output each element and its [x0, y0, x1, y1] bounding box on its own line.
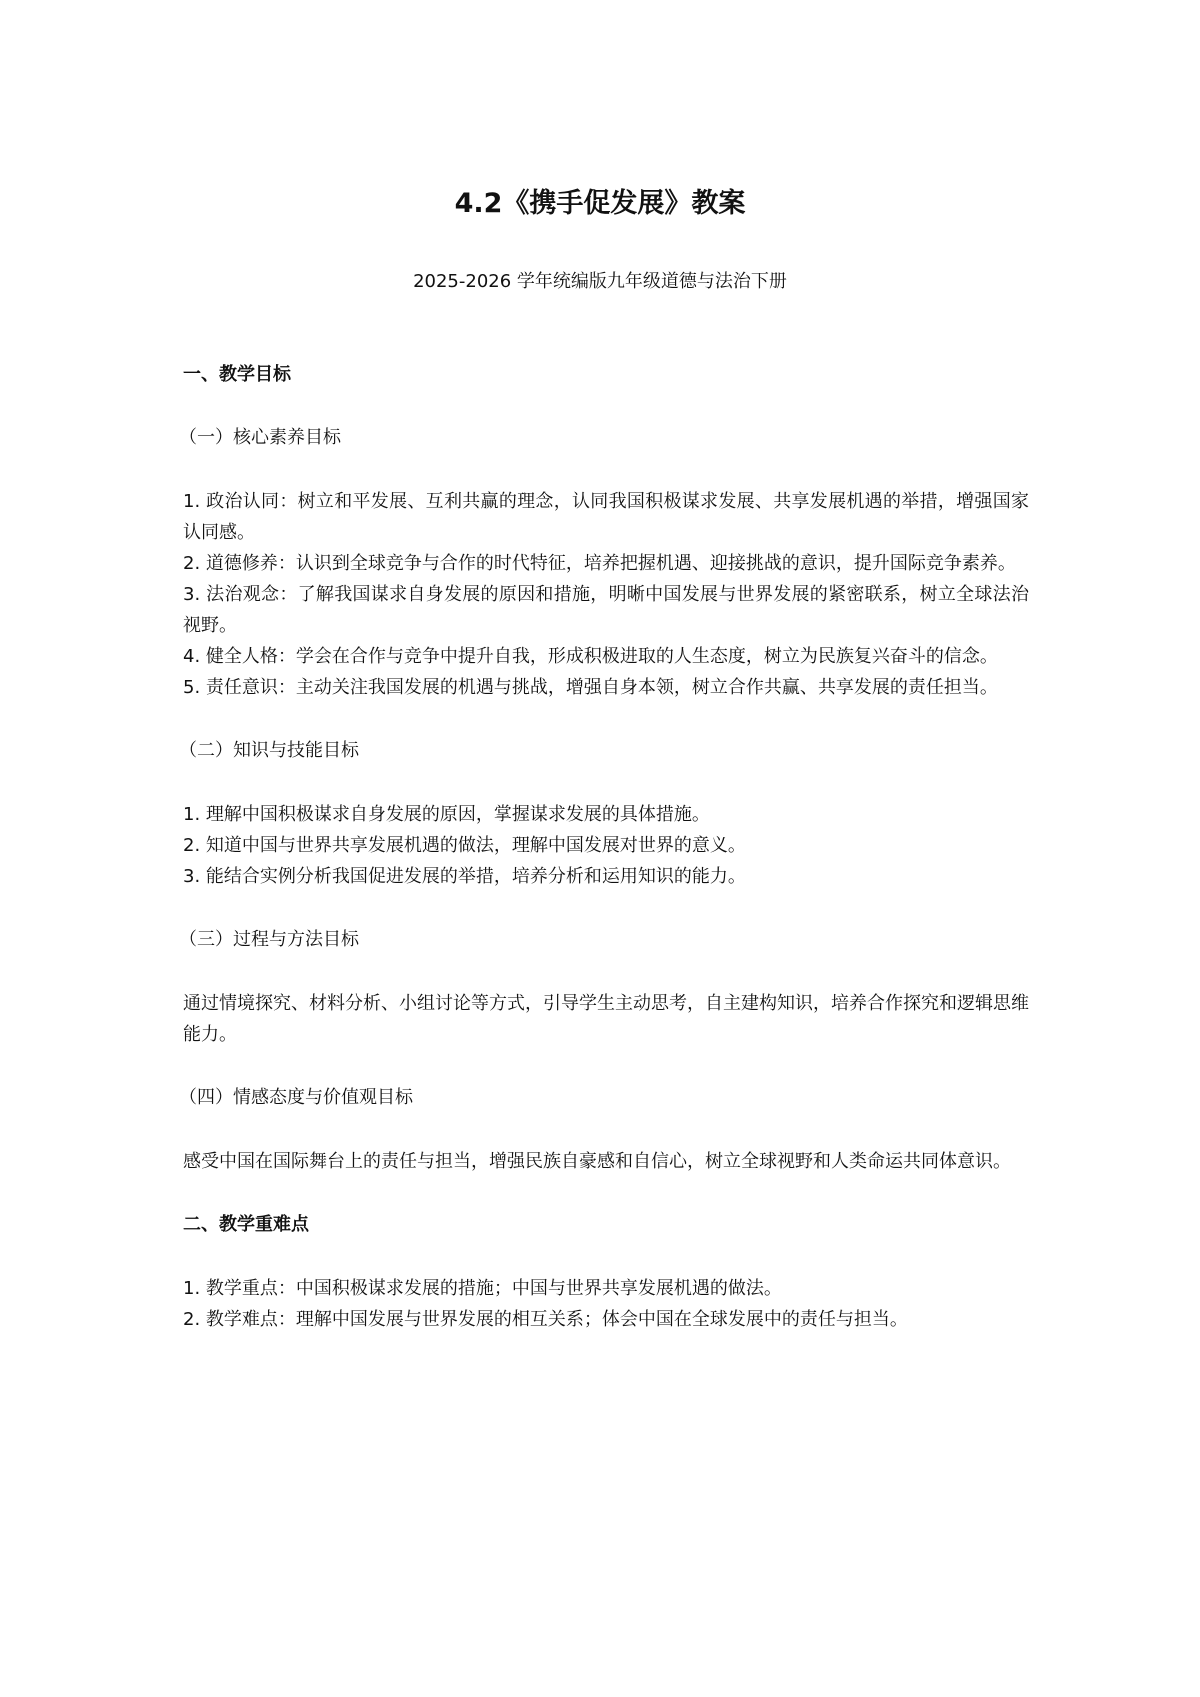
document-title: 4.2《携手促发展》教案	[454, 188, 746, 219]
key-difficult-points-list	[183, 1273, 1029, 1335]
list-item: 1. 教学重点：中国积极谋求发展的措施；中国与世界共享发展机遇的做法。	[183, 1278, 782, 1299]
process-methods-text: 通过情境探究、材料分析、小组讨论等方式，引导学生主动思考，自主建构知识，培养合作探究和逻辑思维能力。	[183, 993, 1029, 1045]
list-item: 2. 知道中国与世界共享发展机遇的做法，理解中国发展对世界的意义。	[183, 835, 746, 856]
section-heading-teaching-goals: 一、教学目标	[183, 364, 291, 385]
section-heading-key-difficult-points: 二、教学重难点	[183, 1214, 309, 1235]
list-item: 1. 理解中国积极谋求自身发展的原因，掌握谋求发展的具体措施。	[183, 804, 710, 825]
list-item: 2. 道德修养：认识到全球竞争与合作的时代特征，培养把握机遇、迎接挑战的意识，提升国际竞争素养。	[183, 553, 1016, 574]
list-item: 3. 能结合实例分析我国促进发展的举措，培养分析和运用知识的能力。	[183, 866, 746, 887]
core-literacy-list	[183, 486, 1029, 703]
document-body	[179, 360, 1029, 1335]
subheading-knowledge-skills: （二）知识与技能目标	[179, 740, 359, 761]
document-subtitle: 2025-2026 学年统编版九年级道德与法治下册	[413, 271, 787, 292]
subheading-core-literacy: （一）核心素养目标	[179, 427, 341, 448]
knowledge-skills-list	[183, 799, 1029, 892]
list-item: 5. 责任意识：主动关注我国发展的机遇与挑战，增强自身本领，树立合作共赢、共享发展的责任担当。	[183, 677, 998, 698]
emotion-values-text: 感受中国在国际舞台上的责任与担当，增强民族自豪感和自信心，树立全球视野和人类命运共同体意识。	[183, 1151, 1011, 1172]
list-item: 2. 教学难点：理解中国发展与世界发展的相互关系；体会中国在全球发展中的责任与担当。	[183, 1309, 908, 1330]
subheading-emotion-values: （四）情感态度与价值观目标	[179, 1087, 413, 1108]
subheading-process-methods: （三）过程与方法目标	[179, 929, 359, 950]
list-item: 1. 政治认同：树立和平发展、互利共赢的理念，认同我国积极谋求发展、共享发展机遇的举措，增强国家认同感。	[183, 491, 1029, 543]
list-item: 4. 健全人格：学会在合作与竞争中提升自我，形成积极进取的人生态度，树立为民族复兴奋斗的信念。	[183, 646, 998, 667]
list-item: 3. 法治观念：了解我国谋求自身发展的原因和措施，明晰中国发展与世界发展的紧密联系，树立全球法治视野。	[183, 584, 1029, 636]
